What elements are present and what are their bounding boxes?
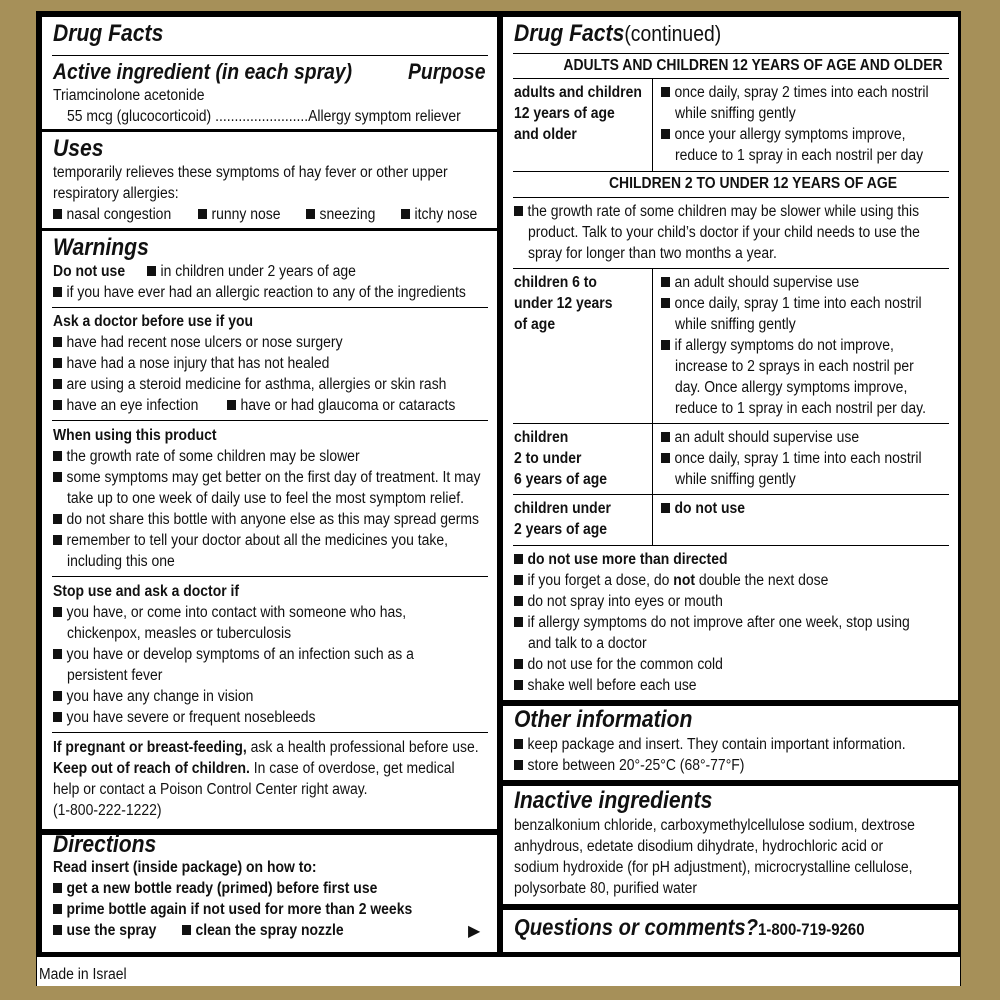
bullet-icon bbox=[514, 596, 523, 606]
bullet-icon bbox=[227, 400, 236, 410]
bullet-icon bbox=[401, 209, 410, 219]
growth-warning: product. Talk to your child’s doctor if your child needs to use the bbox=[528, 224, 920, 241]
bullet-icon bbox=[514, 739, 523, 749]
bullet-icon bbox=[147, 266, 156, 276]
when-using-item: including this one bbox=[67, 553, 175, 570]
when-using-item: do not share this bottle with anyone else as this may spread germs bbox=[53, 509, 479, 530]
directions-heading: Directions bbox=[53, 831, 157, 858]
children-2-dose: once daily, spray 1 time into each nostril bbox=[661, 448, 922, 469]
directions-extra-item: if you forget a dose, do not double the next dose bbox=[514, 570, 828, 591]
bullet-icon bbox=[53, 883, 62, 893]
bullet-icon bbox=[306, 209, 315, 219]
ask-doctor-item: have had recent nose ulcers or nose surgery bbox=[53, 332, 343, 353]
section-divider bbox=[42, 129, 497, 132]
directions-extra-item: if allergy symptoms do not improve after one week, stop using bbox=[514, 612, 910, 633]
bullet-icon bbox=[661, 340, 670, 350]
bullet-icon bbox=[661, 432, 670, 442]
directions-item: clean the spray nozzle bbox=[182, 920, 344, 941]
section-divider bbox=[42, 228, 497, 231]
inactive-ingredients-text: benzalkonium chloride, carboxymethylcellulose sodium, dextrose bbox=[514, 817, 915, 834]
children-2-label: 2 to under bbox=[514, 450, 582, 467]
uses-heading: Uses bbox=[53, 135, 104, 162]
keep-out-warning: help or contact a Poison Control Center right away. bbox=[53, 781, 368, 798]
ask-doctor-item: have had a nose injury that has not healed bbox=[53, 353, 329, 374]
directions-intro: Read insert (inside package) on how to: bbox=[53, 859, 317, 876]
adults-label: adults and children bbox=[514, 84, 642, 101]
uses-item: sneezing bbox=[306, 204, 375, 225]
stop-use-item: you have, or come into contact with someone who has, bbox=[53, 602, 406, 623]
bullet-icon bbox=[53, 904, 62, 914]
divider bbox=[513, 423, 949, 424]
bullet-icon bbox=[514, 617, 523, 627]
under-2-label: 2 years of age bbox=[514, 521, 608, 538]
do-not-use-label: Do not use bbox=[53, 263, 126, 280]
adults-dose: reduce to 1 spray in each nostril per day bbox=[675, 147, 924, 164]
bullet-icon bbox=[661, 503, 670, 513]
questions-heading: Questions or comments? bbox=[514, 914, 759, 940]
children-6-label: under 12 years bbox=[514, 295, 613, 312]
inactive-ingredients-text: anhydrous, edetate disodium dihydrate, hydrochloric acid or bbox=[514, 838, 884, 855]
children-6-label: children 6 to bbox=[514, 274, 597, 291]
ask-doctor-item: are using a steroid medicine for asthma, allergies or skin rash bbox=[53, 374, 446, 395]
growth-warning: the growth rate of some children may be slower while using this bbox=[514, 201, 919, 222]
divider bbox=[513, 171, 949, 172]
uses-text: respiratory allergies: bbox=[53, 185, 179, 202]
children-2-label: children bbox=[514, 429, 569, 446]
bullet-icon bbox=[53, 691, 62, 701]
made-in-label: Made in Israel bbox=[39, 966, 127, 983]
under-2-dose: do not use bbox=[661, 498, 745, 519]
drug-facts-continued-title: Drug Facts(continued) bbox=[514, 20, 722, 47]
keep-out-warning: Keep out of reach of children. In case of overdose, get medical bbox=[53, 760, 455, 777]
children-6-dose: an adult should supervise use bbox=[661, 272, 859, 293]
bullet-icon bbox=[198, 209, 207, 219]
divider bbox=[52, 576, 488, 577]
divider bbox=[513, 545, 949, 546]
bullet-icon bbox=[514, 680, 523, 690]
other-information-item: store between 20°-25°C (68°-77°F) bbox=[514, 755, 744, 776]
bullet-icon bbox=[53, 649, 62, 659]
children-header: CHILDREN 2 TO UNDER 12 YEARS OF AGE bbox=[608, 175, 898, 192]
stop-use-item: persistent fever bbox=[67, 667, 163, 684]
other-information-heading: Other information bbox=[514, 706, 693, 733]
directions-extra-item: do not use more than directed bbox=[514, 549, 727, 570]
warnings-heading: Warnings bbox=[53, 234, 149, 261]
divider bbox=[52, 307, 488, 308]
inactive-ingredients-text: polysorbate 80, purified water bbox=[514, 880, 698, 897]
children-6-dose: day. Once allergy symptoms improve, bbox=[675, 379, 908, 396]
right-drug-facts-panel bbox=[503, 17, 958, 700]
bullet-icon bbox=[53, 925, 62, 935]
uses-item: runny nose bbox=[198, 204, 281, 225]
pregnant-warning: If pregnant or breast-feeding, ask a health professional before use. bbox=[53, 739, 479, 756]
stop-use-heading: Stop use and ask a doctor if bbox=[53, 583, 240, 600]
uses-item: itchy nose bbox=[401, 204, 477, 225]
when-using-item: remember to tell your doctor about all the medicines you take, bbox=[53, 530, 448, 551]
inactive-ingredients-panel bbox=[503, 786, 958, 904]
adults-dose: while sniffing gently bbox=[675, 105, 796, 122]
bullet-icon bbox=[53, 337, 62, 347]
growth-warning: spray for longer than two months a year. bbox=[528, 245, 777, 262]
bullet-icon bbox=[514, 760, 523, 770]
divider bbox=[52, 732, 488, 733]
bullet-icon bbox=[53, 535, 62, 545]
directions-extra-item: do not use for the common cold bbox=[514, 654, 723, 675]
bullet-icon bbox=[661, 453, 670, 463]
directions-item: get a new bottle ready (primed) before first use bbox=[53, 878, 377, 899]
other-information-panel bbox=[503, 706, 958, 780]
table-divider bbox=[652, 268, 653, 546]
bullet-icon bbox=[53, 379, 62, 389]
made-in-strip bbox=[37, 957, 960, 986]
uses-text: temporarily relieves these symptoms of hay fever or other upper bbox=[53, 164, 448, 181]
bullet-icon bbox=[53, 209, 62, 219]
bullet-icon bbox=[53, 400, 62, 410]
when-using-item: take up to one week of daily use to feel the most symptom relief. bbox=[67, 490, 465, 507]
questions-line bbox=[514, 914, 865, 941]
bullet-icon bbox=[53, 358, 62, 368]
bullet-icon bbox=[182, 925, 191, 935]
bullet-icon bbox=[661, 87, 670, 97]
bullet-icon bbox=[514, 206, 523, 216]
children-2-dose: an adult should supervise use bbox=[661, 427, 859, 448]
divider bbox=[513, 268, 949, 269]
bullet-icon bbox=[53, 712, 62, 722]
children-6-dose: once daily, spray 1 time into each nostril bbox=[661, 293, 922, 314]
bullet-icon bbox=[661, 277, 670, 287]
bullet-icon bbox=[514, 554, 523, 564]
divider bbox=[513, 53, 949, 54]
under-2-label: children under bbox=[514, 500, 611, 517]
ingredient-amount: 55 mcg (glucocorticoid) ........................Allergy symptom reliever bbox=[67, 108, 461, 125]
drug-facts-title: Drug Facts bbox=[53, 20, 164, 47]
divider bbox=[52, 55, 488, 56]
stop-use-item: you have severe or frequent nosebleeds bbox=[53, 707, 315, 728]
other-information-item: keep package and insert. They contain important information. bbox=[514, 734, 906, 755]
adults-label: and older bbox=[514, 126, 577, 143]
questions-phone: 1-800-719-9260 bbox=[758, 920, 865, 939]
stop-use-item: you have any change in vision bbox=[53, 686, 253, 707]
poison-control-phone: (1-800-222-1222) bbox=[53, 802, 162, 819]
adults-header: ADULTS AND CHILDREN 12 YEARS OF AGE AND OLDER bbox=[563, 57, 943, 74]
divider bbox=[513, 494, 949, 495]
stop-use-item: chickenpox, measles or tuberculosis bbox=[67, 625, 292, 642]
questions-panel bbox=[503, 910, 958, 952]
directions-extra-item: do not spray into eyes or mouth bbox=[514, 591, 723, 612]
bullet-icon bbox=[53, 514, 62, 524]
uses-item: nasal congestion bbox=[53, 204, 171, 225]
inactive-ingredients-heading: Inactive ingredients bbox=[514, 787, 713, 814]
divider bbox=[513, 78, 949, 79]
bullet-icon bbox=[53, 451, 62, 461]
when-using-heading: When using this product bbox=[53, 427, 217, 444]
left-drug-facts-panel bbox=[42, 17, 497, 829]
children-2-dose: while sniffing gently bbox=[675, 471, 796, 488]
ask-doctor-item: have an eye infection bbox=[53, 395, 198, 416]
bullet-icon bbox=[53, 287, 62, 297]
directions-extra-item: shake well before each use bbox=[514, 675, 697, 696]
purpose-heading: Purpose bbox=[408, 59, 486, 84]
ingredient-name: Triamcinolone acetonide bbox=[53, 87, 205, 104]
children-2-label: 6 years of age bbox=[514, 471, 608, 488]
bullet-icon bbox=[53, 472, 62, 482]
do-not-use-item: in children under 2 years of age bbox=[147, 261, 356, 282]
children-6-dose: increase to 2 sprays in each nostril per bbox=[675, 358, 914, 375]
directions-panel bbox=[42, 831, 497, 952]
bullet-icon bbox=[514, 575, 523, 585]
adults-dose: once your allergy symptoms improve, bbox=[661, 124, 906, 145]
bullet-icon bbox=[661, 129, 670, 139]
active-ingredient-heading: Active ingredient (in each spray) bbox=[53, 59, 353, 84]
bullet-icon bbox=[514, 659, 523, 669]
divider bbox=[513, 197, 949, 198]
continue-arrow-icon: ▶ bbox=[468, 923, 481, 940]
adults-label: 12 years of age bbox=[514, 105, 615, 122]
children-6-dose: reduce to 1 spray in each nostril per day. bbox=[675, 400, 926, 417]
children-6-dose: while sniffing gently bbox=[675, 316, 796, 333]
bullet-icon bbox=[53, 607, 62, 617]
do-not-use-item: if you have ever had an allergic reaction to any of the ingredients bbox=[53, 282, 466, 303]
inactive-ingredients-text: sodium hydroxide (for pH adjustment), microcrystalline cellulose, bbox=[514, 859, 913, 876]
when-using-item: the growth rate of some children may be slower bbox=[53, 446, 360, 467]
when-using-item: some symptoms may get better on the first day of treatment. It may bbox=[53, 467, 481, 488]
divider bbox=[52, 420, 488, 421]
stop-use-item: you have or develop symptoms of an infection such as a bbox=[53, 644, 414, 665]
ask-doctor-item: have or had glaucoma or cataracts bbox=[227, 395, 455, 416]
directions-item: use the spray bbox=[53, 920, 156, 941]
ask-doctor-heading: Ask a doctor before use if you bbox=[53, 313, 253, 330]
directions-item: prime bottle again if not used for more than 2 weeks bbox=[53, 899, 412, 920]
table-divider bbox=[652, 78, 653, 171]
adults-dose: once daily, spray 2 times into each nostril bbox=[661, 82, 929, 103]
bullet-icon bbox=[661, 298, 670, 308]
children-6-label: of age bbox=[514, 316, 556, 333]
directions-extra-item: and talk to a doctor bbox=[528, 635, 647, 652]
children-6-dose: if allergy symptoms do not improve, bbox=[661, 335, 894, 356]
